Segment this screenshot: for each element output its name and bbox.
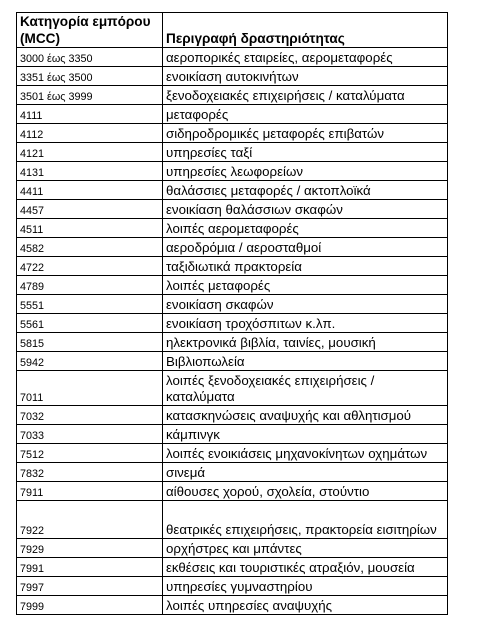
activity-description-cell: λοιπές ξενοδοχειακές επιχειρήσεις / καταλύματα [163, 371, 448, 406]
activity-description-cell: αεροδρόμια / αεροσταθμοί [163, 238, 448, 257]
activity-description-cell: λοιπές μεταφορές [163, 276, 448, 295]
mcc-code-cell: 7032 [17, 406, 163, 425]
table-row [17, 143, 448, 162]
table-row [17, 577, 448, 596]
mcc-code-cell: 7011 [17, 371, 163, 406]
mcc-code-cell: 4722 [17, 257, 163, 276]
mcc-code-cell: 7929 [17, 539, 163, 558]
table-row [17, 501, 448, 539]
activity-description-cell: ενοικίαση αυτοκινήτων [163, 67, 448, 86]
table-row [17, 86, 448, 105]
table-row [17, 406, 448, 425]
activity-description-cell: ενοικίαση θαλάσσιων σκαφών [163, 200, 448, 219]
activity-description-cell: λοιπές υπηρεσίες αναψυχής [163, 596, 448, 615]
table-row [17, 371, 448, 406]
table-row [17, 444, 448, 463]
table-row [17, 295, 448, 314]
table-row [17, 200, 448, 219]
mcc-code-cell: 4131 [17, 162, 163, 181]
activity-description-cell: εκθέσεις και τουριστικές ατραξιόν, μουσεία [163, 558, 448, 577]
table-row [17, 219, 448, 238]
activity-description-cell: λοιπές αερομεταφορές [163, 219, 448, 238]
mcc-code-cell: 7911 [17, 482, 163, 501]
mcc-code-cell: 5942 [17, 352, 163, 371]
activity-description-cell: υπηρεσίες ταξί [163, 143, 448, 162]
activity-description-cell: ενοικίαση σκαφών [163, 295, 448, 314]
table-row [17, 238, 448, 257]
mcc-code-cell: 7997 [17, 577, 163, 596]
table-row [17, 352, 448, 371]
mcc-code-cell: 4112 [17, 124, 163, 143]
activity-description-cell: σιδηροδρομικές μεταφορές επιβατών [163, 124, 448, 143]
table-row [17, 463, 448, 482]
mcc-code-cell: 7999 [17, 596, 163, 615]
activity-description-cell: ηλεκτρονικά βιβλία, ταινίες, μουσική [163, 333, 448, 352]
mcc-code-cell: 7922 [17, 501, 163, 539]
table-row [17, 67, 448, 86]
activity-description-cell: αίθουσες χορού, σχολεία, στούντιο [163, 482, 448, 501]
table-body [17, 48, 448, 615]
activity-description-cell: ταξιδιωτικά πρακτορεία [163, 257, 448, 276]
table-row [17, 539, 448, 558]
table-row [17, 333, 448, 352]
table-row [17, 596, 448, 615]
table-row [17, 48, 448, 67]
mcc-code-cell: 3351 έως 3500 [17, 67, 163, 86]
mcc-code-cell: 4111 [17, 105, 163, 124]
activity-description-cell: υπηρεσίες λεωφορείων [163, 162, 448, 181]
table-row [17, 257, 448, 276]
mcc-code-cell: 7512 [17, 444, 163, 463]
mcc-code-cell: 4411 [17, 181, 163, 200]
activity-description-cell: ορχήστρες και μπάντες [163, 539, 448, 558]
activity-description-cell: κατασκηνώσεις αναψυχής και αθλητισμού [163, 406, 448, 425]
activity-description-cell: αεροπορικές εταιρείες, αερομεταφορές [163, 48, 448, 67]
mcc-code-cell: 3501 έως 3999 [17, 86, 163, 105]
activity-description-cell: σινεμά [163, 463, 448, 482]
table-row [17, 276, 448, 295]
table-row [17, 105, 448, 124]
table-row [17, 124, 448, 143]
table-row [17, 314, 448, 333]
mcc-code-cell: 5551 [17, 295, 163, 314]
activity-description-cell: λοιπές ενοικιάσεις μηχανοκίνητων οχημάτων [163, 444, 448, 463]
mcc-code-cell: 5561 [17, 314, 163, 333]
mcc-code-cell: 7991 [17, 558, 163, 577]
activity-description-cell: κάμπινγκ [163, 425, 448, 444]
activity-description-cell: ενοικίαση τροχόσπιτων κ.λπ. [163, 314, 448, 333]
table-row [17, 425, 448, 444]
mcc-code-cell: 7832 [17, 463, 163, 482]
activity-description-cell: Βιβλιοπωλεία [163, 352, 448, 371]
mcc-code-cell: 4511 [17, 219, 163, 238]
mcc-table [16, 12, 448, 615]
mcc-code-cell: 4582 [17, 238, 163, 257]
header-row [17, 13, 448, 48]
header-activity-description: Περιγραφή δραστηριότητας [163, 13, 448, 48]
mcc-code-cell: 3000 έως 3350 [17, 48, 163, 67]
table-row [17, 162, 448, 181]
activity-description-cell: μεταφορές [163, 105, 448, 124]
mcc-code-cell: 4121 [17, 143, 163, 162]
mcc-code-cell: 4789 [17, 276, 163, 295]
activity-description-cell: θεατρικές επιχειρήσεις, πρακτορεία εισιτηρίων [163, 501, 448, 539]
activity-description-cell: ξενοδοχειακές επιχειρήσεις / καταλύματα [163, 86, 448, 105]
table-row [17, 482, 448, 501]
mcc-code-cell: 7033 [17, 425, 163, 444]
mcc-code-cell: 5815 [17, 333, 163, 352]
table-row [17, 181, 448, 200]
activity-description-cell: θαλάσσιες μεταφορές / ακτοπλοϊκά [163, 181, 448, 200]
mcc-code-cell: 4457 [17, 200, 163, 219]
activity-description-cell: υπηρεσίες γυμναστηρίου [163, 577, 448, 596]
header-merchant-category: Κατηγορία εμπόρου (MCC) [17, 13, 163, 48]
table-row [17, 558, 448, 577]
